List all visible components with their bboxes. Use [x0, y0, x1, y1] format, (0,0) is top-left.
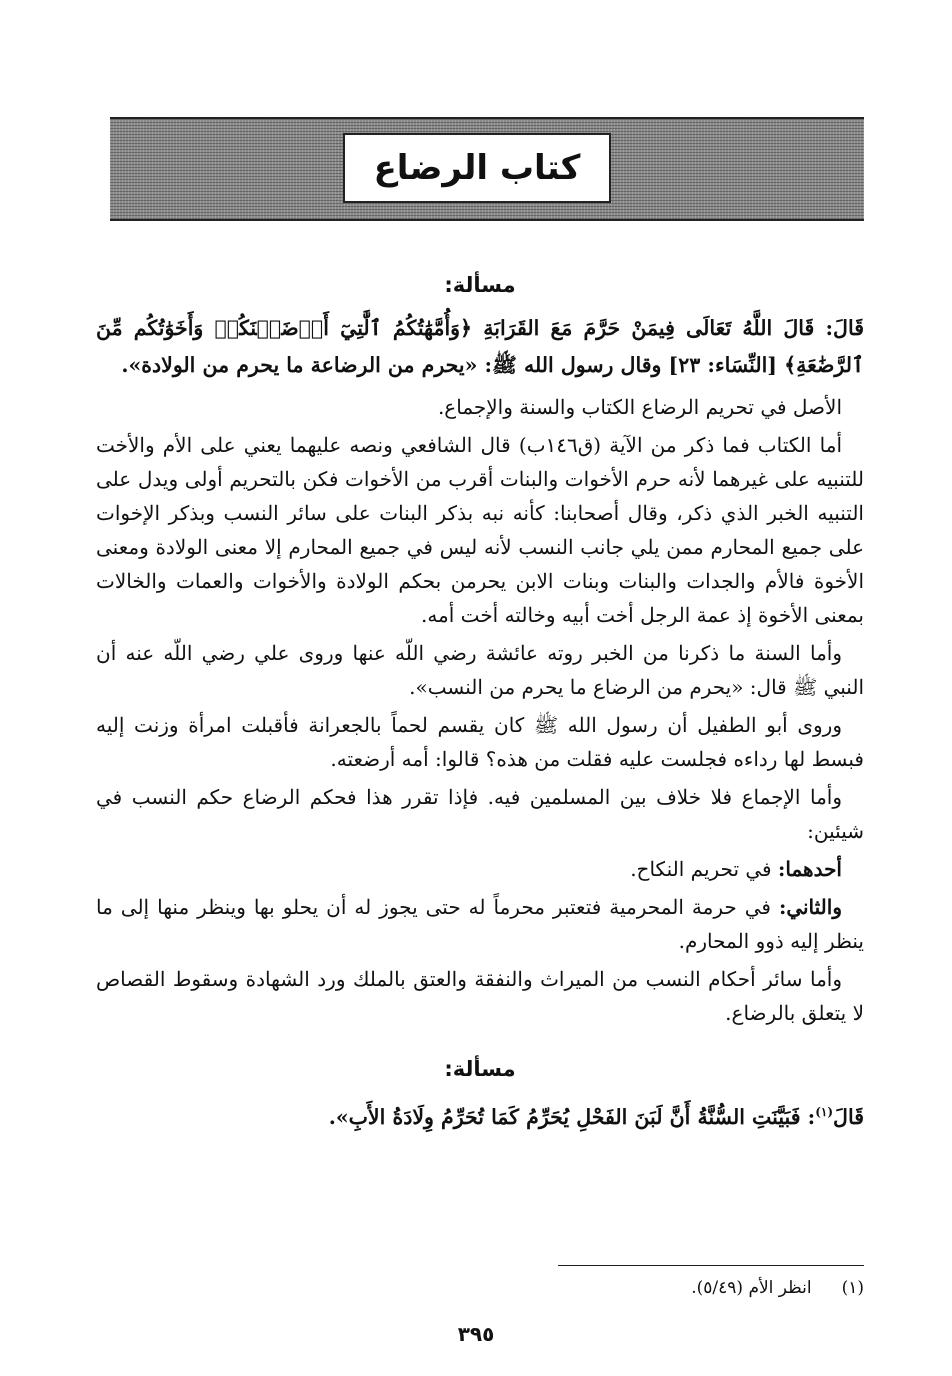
quoted-text-2 — [96, 1094, 864, 1136]
main-text — [96, 268, 864, 1142]
paragraph: أما الكتاب فما ذكر من الآية (ق١٤٦ب) قال الشافعي ونصه عليهما يعني على الأم والأخت للتنبيه على غيرهما لأنه حرم الأخوات والبنات أقرب من الأخوات فكن بالتحريم أولى ويدل على التنبيه الخبر الذي ذكر، وقال أصحابنا: كأنه نبه بذكر البنات على سائر النسب وبذكر الإخوات على جميع المحارم ممن يلي جانب النسب لأنه ليس في جميع المحارم إلا معنى الولادة ومعنى الأخوة فالأم والجدات والبنات وبنات الابن يحرمن بحكم الولادة والأخوات والعمات والخالات بمعنى الأخوة إذ عمة الرجل أخت أبيه وخالته أخت أمه. — [96, 433, 864, 627]
footnote-divider — [558, 1265, 864, 1266]
second-point-text: في حرمة المحرمية فتعتبر محرماً له حتى يجوز له أن يحلو بها وينظر منها إلى ما ينظر إليه ذوو المحارم. — [96, 895, 864, 953]
quoted-text: قَالَ: قَالَ اللَّهُ تَعَالَى فِيمَنْ حَرَّمَ مَعَ القَرَابَةِ ﴿وَأُمَّهَٰتُكُمُ ٱلَّٰتِيٓ أَرۡضَعۡنَكُمۡ وَأَخَوَٰتُكُم مِّنَ ٱلرَّضَٰعَةِ﴾ [النِّسَاء: ٢٣] وقال رسول الله ﷺ: «يحرم من الرضاعة ما يحرم من الولادة». — [96, 316, 864, 377]
first-point-label: أحدهما: — [777, 857, 842, 881]
paragraph: وأما الإجماع فلا خلاف بين المسلمين فيه. فإذا تقرر هذا فحكم الرضاع حكم النسب في شيئين: — [96, 785, 864, 843]
section-heading: مسألة: — [444, 273, 516, 297]
footnote-number: (١) — [841, 1278, 864, 1298]
page-number: ٣٩٥ — [457, 1322, 495, 1346]
quote-lead: قَالَ — [833, 1104, 864, 1129]
first-point-text: في تحريم النكاح. — [630, 857, 778, 881]
section-heading-2: مسألة: — [444, 1057, 516, 1081]
second-point — [96, 890, 864, 958]
second-point-label: والثاني: — [778, 895, 842, 919]
first-point — [96, 852, 864, 886]
footnote-text: انظر الأم (٥/٤٩). — [691, 1278, 812, 1298]
paragraph: وروى أبو الطفيل أن رسول الله ﷺ كان يقسم لحماً بالجعرانة فأقبلت امرأة وزنت إليه فبسط لها رداءه فجلست عليه فقلت من هذه؟ قالوا: أمه أرضعته. — [96, 713, 864, 771]
closing-paragraph: وأما سائر أحكام النسب من الميراث والنفقة والعتق بالملك ورد الشهادة وسقوط القصاص لا يتعلق بالرضاع. — [96, 967, 864, 1025]
quote-rest: : فَبَيَّنَتِ السُّنَّةُ أَنَّ لَبَنَ الفَحْلِ يُحَرِّمُ كَمَا تُحَرِّمُ وِلَادَةُ الأَبِ». — [328, 1104, 816, 1129]
paragraph: وأما السنة ما ذكرنا من الخبر روته عائشة رضي اللّه عنها وروى علي رضي اللّه عنه أن النبي ﷺ قال: «يحرم من الرضاع ما يحرم من النسب». — [96, 641, 864, 699]
book-title: كتاب الرضاع — [373, 148, 581, 188]
title-box — [343, 133, 611, 203]
paragraph: الأصل في تحريم الرضاع الكتاب والسنة والإجماع. — [437, 395, 842, 419]
footnote — [691, 1278, 864, 1298]
footnote-ref[interactable]: (١) — [815, 1105, 834, 1119]
